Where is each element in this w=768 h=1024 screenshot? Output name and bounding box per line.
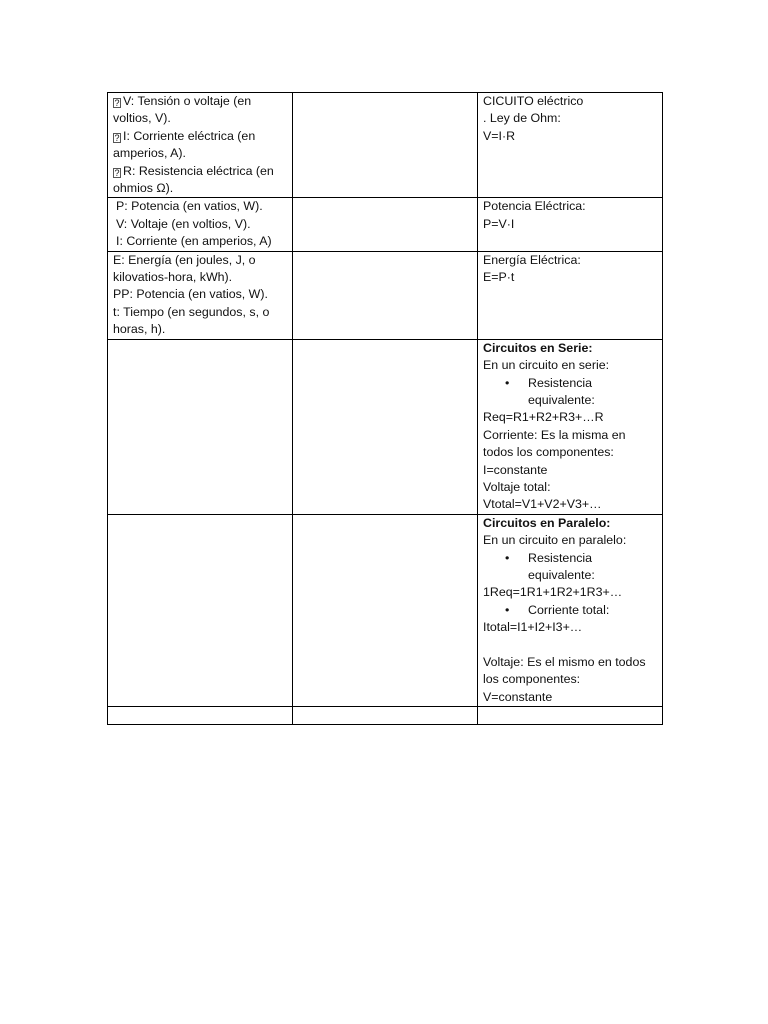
definition-text: V: Voltaje (en voltios, V). <box>116 216 251 231</box>
formula-text: I=constante <box>483 462 548 477</box>
list-item <box>113 163 287 198</box>
formula-text: Itotal=I1+I2+I3+… <box>483 620 583 635</box>
empty-cell <box>293 93 478 198</box>
table-row <box>108 339 663 514</box>
formula-text: E=P·t <box>483 270 515 285</box>
empty-cell <box>293 251 478 339</box>
list-item <box>483 375 657 410</box>
cell-intro: En un circuito en paralelo: <box>483 533 627 548</box>
formula-text: Req=R1+R2+R3+…R <box>483 410 604 425</box>
empty-cell <box>293 707 478 725</box>
bullet-text: Resistencia equivalente: <box>528 375 595 407</box>
formula-table <box>107 92 663 725</box>
empty-cell <box>108 514 293 706</box>
formula-text: Vtotal=V1+V2+V3+… <box>483 497 602 512</box>
definition-text: t: Tiempo (en segundos, s, o horas, h). <box>113 304 270 337</box>
cell-intro: En un circuito en serie: <box>483 358 610 373</box>
cell-title: Energía Eléctrica: <box>483 252 581 267</box>
bullet-icon: • <box>505 602 510 617</box>
description-text: Corriente: Es la misma en todos los componentes: <box>483 427 626 460</box>
description-text: Voltaje: Es el mismo en todos los componentes: <box>483 654 646 687</box>
list-item <box>483 602 657 619</box>
formula-text: 1Req=1R1+1R2+1R3+… <box>483 585 623 600</box>
definition-text: I: Corriente eléctrica (en amperios, A). <box>113 128 256 161</box>
cell-title: Circuitos en Serie: <box>483 340 593 355</box>
table-row <box>108 198 663 251</box>
formula-text: P=V·I <box>483 216 515 231</box>
formula-cell <box>478 198 663 251</box>
definition-text: V: Tensión o voltaje (en voltios, V). <box>113 94 252 126</box>
definitions-cell <box>108 198 293 251</box>
parallel-circuit-cell <box>478 514 663 706</box>
definition-text: PP: Potencia (en vatios, W). <box>113 287 268 302</box>
missing-glyph-icon: ? <box>114 98 120 108</box>
cell-title: Circuitos en Paralelo: <box>483 515 611 530</box>
bullet-text: Resistencia equivalente: <box>528 550 595 582</box>
table-row <box>108 251 663 339</box>
cell-subtitle: . Ley de Ohm: <box>483 111 561 126</box>
definition-text: P: Potencia (en vatios, W). <box>116 199 263 214</box>
description-text: Voltaje total: <box>483 479 551 494</box>
definition-text: I: Corriente (en amperios, A) <box>116 234 272 249</box>
bullet-icon: • <box>505 375 510 390</box>
empty-cell <box>478 707 663 725</box>
table-row <box>108 93 663 198</box>
empty-cell <box>108 339 293 514</box>
empty-cell <box>293 198 478 251</box>
table-row <box>108 707 663 725</box>
formula-text: V=I·R <box>483 128 516 143</box>
table-row <box>108 514 663 706</box>
list-item <box>113 93 287 128</box>
blank-line <box>483 637 657 654</box>
list-item <box>483 550 657 585</box>
definition-text: E: Energía (en joules, J, o kilovatios-hora, kWh). <box>113 252 256 285</box>
formula-cell <box>478 93 663 198</box>
definitions-cell <box>108 251 293 339</box>
cell-title: CICUITO eléctrico <box>483 94 584 108</box>
missing-glyph-icon: ? <box>114 132 120 143</box>
bullet-text: Corriente total: <box>528 602 610 617</box>
missing-glyph-icon: ? <box>114 167 120 178</box>
bullet-icon: • <box>505 550 510 565</box>
formula-cell <box>478 251 663 339</box>
empty-cell <box>293 514 478 706</box>
definition-text: R: Resistencia eléctrica (en ohmios Ω). <box>113 163 274 196</box>
cell-title: Potencia Eléctrica: <box>483 199 586 214</box>
list-item <box>113 128 287 163</box>
empty-cell <box>293 339 478 514</box>
definitions-cell <box>108 93 293 198</box>
formula-text: V=constante <box>483 689 553 704</box>
empty-cell <box>108 707 293 725</box>
series-circuit-cell <box>478 339 663 514</box>
